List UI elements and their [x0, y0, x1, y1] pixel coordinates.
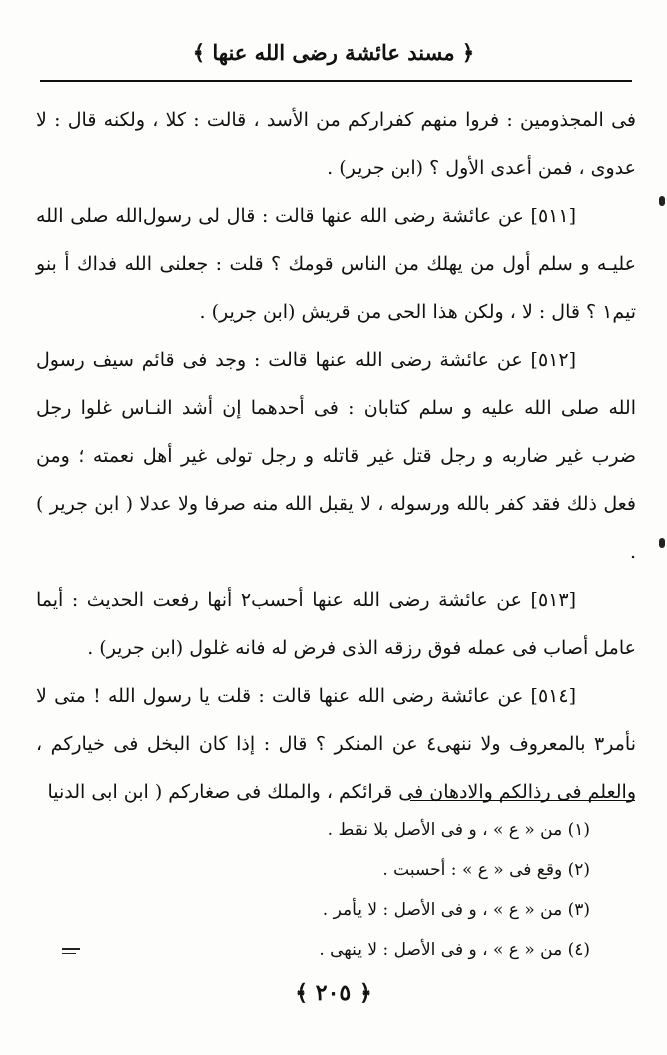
footnote-4: (٤) من « ع » ، و فى الأصل : لا ينهى .: [319, 940, 590, 960]
edge-blot-middle: [659, 538, 665, 548]
hadith-514: [٥١٤] عن عائشة رضى الله عنها قالت : قلت يا رسول الله ! متى لا نأمر٣ بالمعروف ولا ننهى٤ عن المنكر ؟ قال : إذا كان البخل فى خياركم ، والعلم فى رذالكم والادهان فى قرائكم ، والملك فى صغاركم ( ابن ابى الدنيا: [36, 685, 636, 803]
hadith-512: [٥١٢] عن عائشة رضى الله عنها قالت : وجد فى قائم سيف رسول الله صلى الله عليه و سلم كتابان : فى أحدهما إن أشد النـاس غلوا رجل ضرب غير ضاربه و رجل قتل غير قاتله و رجل تولى غير أهل نعمته ؛ ومن فعل ذلك فقد كفر بالله ورسوله ، لا يقبل الله منه صرفا ولا عدلا ( ابن جرير ) .: [36, 349, 636, 563]
hadith-511: [٥١١] عن عائشة رضى الله عنها قالت : قال لى رسول‌الله صلى الله عليـه و سلم أول من يهلك من الناس قومك ؟ قلت : جعلنى الله فداك أ بنو تيم١ ؟ قال : لا ، ولكن هذا الحى من قريش (ابن جرير) .: [36, 205, 636, 323]
margin-mark-lower: [62, 953, 76, 954]
paragraph-continuation: فى المجذومين : فروا منهم كفراركم من الأسد ، قالت : كلا ، ولكنه قال : لا عدوى ، فمن أعدى الأول ؟ (ابن جرير) .: [36, 109, 636, 179]
header-rule: [40, 80, 632, 82]
margin-mark: [62, 948, 80, 950]
footnote-2: (٢) وقع فى « ع » : أحسبت .: [382, 860, 590, 880]
edge-blot-top: [659, 196, 665, 206]
main-text: [36, 96, 636, 816]
footnote-rule: [410, 800, 635, 801]
running-header: ﴿ مسند عائشة رضى الله عنها ﴾: [192, 40, 475, 65]
footnote-1: (١) من « ع » ، و فى الأصل بلا نقط .: [327, 820, 590, 840]
footnotes: [60, 810, 590, 970]
page-number: ﴿ ٢٠٥ ﴾: [295, 980, 372, 1006]
footnote-3: (٣) من « ع » ، و فى الأصل : لا يأمر .: [322, 900, 590, 920]
hadith-513: [٥١٣] عن عائشة رضى الله عنها أحسب٢ أنها رفعت الحديث : أيما عامل أصاب فى عمله فوق رزقه الذى فرض له فانه غلول (ابن جرير) .: [36, 589, 636, 659]
